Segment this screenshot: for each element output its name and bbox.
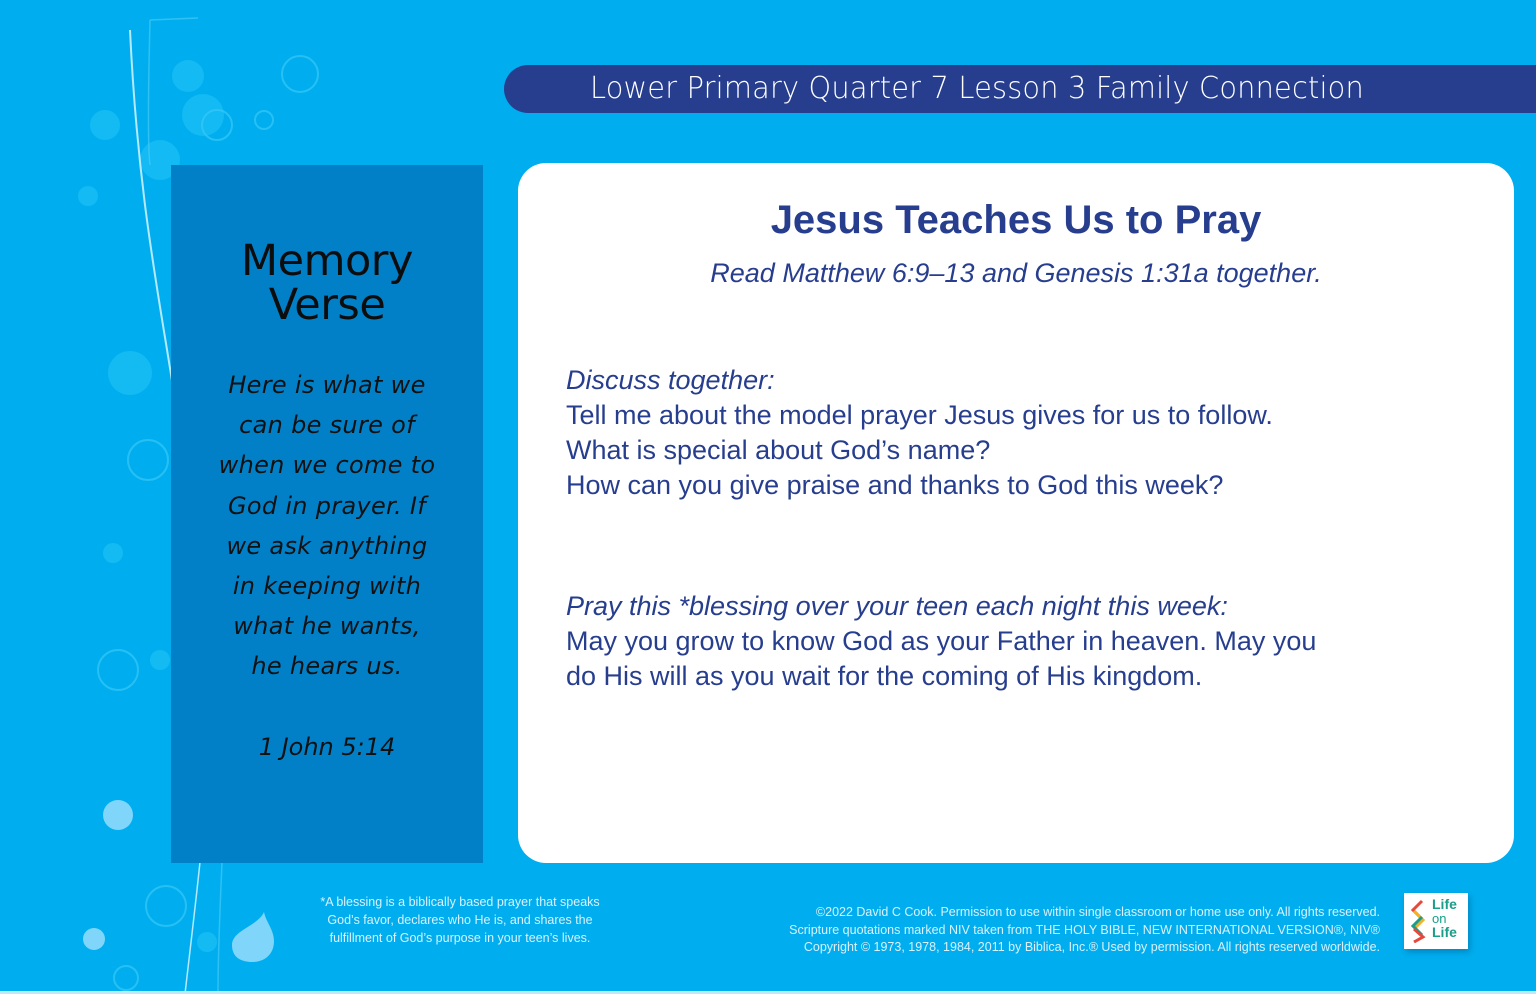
page-title-banner: [504, 65, 1536, 113]
copyright-line: Scripture quotations marked NIV taken from THE HOLY BIBLE, NEW INTERNATIONAL VERSION®, NIV®: [789, 922, 1380, 937]
copyright-line: Copyright © 1973, 1978, 1984, 2011 by Biblica, Inc.® Used by permission. All rights reserved worldwide.: [803, 940, 1380, 954]
discuss-question: What is special about God’s name?: [566, 435, 991, 465]
life-on-life-logo: [1404, 893, 1468, 949]
logo-wordmark: [1432, 897, 1468, 940]
life-on-life-chevron-icon: [1410, 899, 1426, 943]
memory-verse-panel: [171, 165, 483, 863]
blessing-line: May you grow to know God as your Father in heaven. May you: [566, 626, 1317, 656]
discuss-question: How can you give praise and thanks to God this week?: [566, 470, 1224, 500]
memory-verse-heading: [171, 236, 483, 330]
reading-instruction: Read Matthew 6:9–13 and Genesis 1:31a together.: [710, 258, 1322, 288]
verse-line: Here is what we: [228, 371, 426, 399]
verse-line: can be sure of: [239, 411, 415, 440]
copyright-notice: [660, 904, 1380, 957]
copyright-line: ©2022 David C Cook. Permission to use within single classroom or home use only. All rights reserved.: [815, 905, 1380, 919]
logo-text-line: Life: [1432, 896, 1457, 912]
verse-line: he hears us.: [251, 652, 403, 681]
blessing-footnote: [298, 893, 622, 947]
memory-verse-text: [171, 365, 483, 687]
footnote-line: *A blessing is a biblically based prayer that speaks: [320, 895, 600, 909]
discuss-question: Tell me about the model prayer Jesus gives for us to follow.: [566, 400, 1273, 430]
footnote-line: God’s favor, declares who He is, and shares the: [327, 913, 593, 927]
logo-text-line: on: [1432, 911, 1447, 926]
lesson-title: Jesus Teaches Us to Pray: [770, 198, 1262, 242]
verse-reference: 1 John 5:14: [258, 733, 396, 761]
verse-line: when we come to: [218, 451, 436, 480]
blessing-line: do His will as you wait for the coming of His kingdom.: [566, 661, 1203, 691]
logo-text-line: Life: [1432, 924, 1457, 940]
blessing-label: Pray this *blessing over your teen each night this week:: [566, 591, 1228, 621]
blessing-section: [566, 589, 1466, 694]
memory-verse-heading-line: Verse: [268, 280, 386, 330]
memory-verse-heading-line: Memory: [241, 236, 413, 286]
page-title: Lower Primary Quarter 7 Lesson 3 Family Connection: [590, 71, 1364, 106]
lesson-card: [518, 163, 1514, 863]
discuss-label: Discuss together:: [566, 365, 775, 395]
verse-line: we ask anything: [226, 531, 428, 560]
verse-line: what he wants,: [233, 612, 421, 641]
verse-line: in keeping with: [232, 572, 422, 601]
discuss-section: [566, 363, 1466, 503]
verse-line: God in prayer. If: [228, 491, 426, 520]
footnote-line: fulfillment of God’s purpose in your teen’s lives.: [329, 931, 591, 945]
